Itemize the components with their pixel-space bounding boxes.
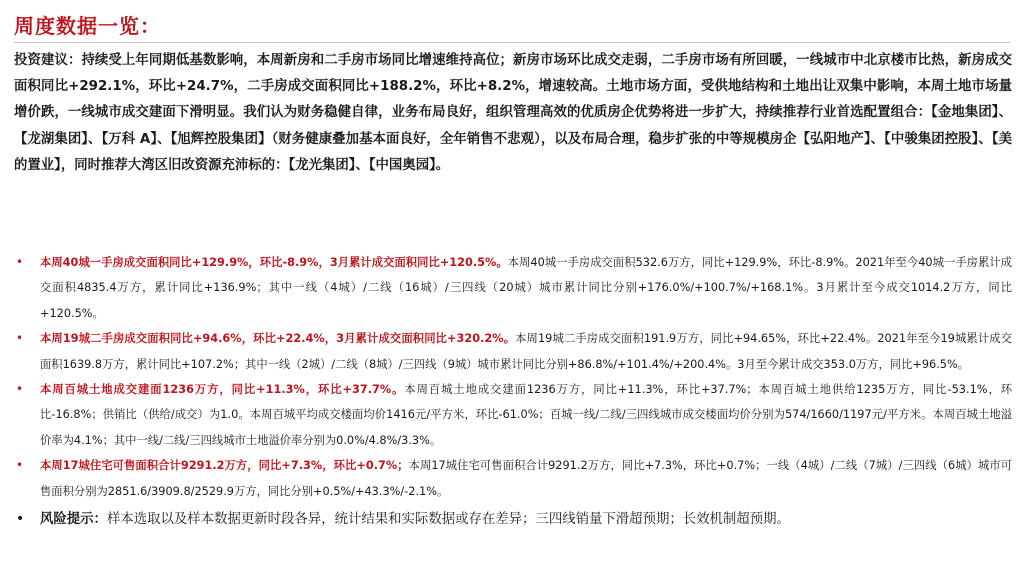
bullet-detail: 本周17城住宅可售面积合计9291.2万方，同比+7.3%，环比+0.7%；一线（4城）/二线（7城）/三四线（6城）城市可售面积分别为2851.6/3909.8/2529.9万方，同比分别+0.5%/+43.3%/-2.1%。	[40, 459, 1012, 498]
bullet-second-hand-sales	[14, 326, 1012, 377]
risk-warning	[14, 507, 1012, 532]
bullet-detail: 本周百城土地成交建面1236万方，同比+11.3%，环比+37.7%；本周百城土地供给1235万方，同比-53.1%，环比-16.8%；供销比（供给/成交）为1.0。本周百城平均成交楼面均价1416元/平方米，环比-61.0%；百城一线/二线/三四线城市成交楼面均价分别为574/1660/1197元/平方米。本周百城土地溢价率为4.1%；其中一线/二线/三四线城市土地溢价率分别为0.0%/4.8%/3.3%。	[40, 383, 1012, 447]
bullet-dot-icon: •	[16, 382, 24, 397]
investment-advice-paragraph: 投资建议：持续受上年同期低基数影响，本周新房和二手房市场同比增速维持高位；新房市场环比成交走弱，二手房市场有所回暖，一线城市中北京楼市比热，新房成交面积同比+292.1%，环比+24.7%，二手房成交面积同比+188.2%，环比+8.2%，增速较高。土地市场方面，受供地结构和土地出让双集中影响，本周土地市场量增价跌，一线城市成交建面下滑明显。我们认为财务稳健自律，业务布局良好，组织管理高效的优质房企优势将进一步扩大，持续推荐行业首选配置组合：【金地集团】、【龙湖集团】、【万科 A】、【旭辉控股集团】（财务健康叠加基本面良好，全年销售不悲观），以及布局合理，稳步扩张的中等规模房企【弘阳地产】、【中骏集团控股】、【美的置业】，同时推荐大湾区旧改资源充沛标的：【龙光集团】、【中国奥园】。	[14, 53, 1012, 173]
risk-label: 风险提示：	[40, 512, 107, 528]
bullet-dot-icon: •	[16, 458, 24, 473]
bullet-new-home-sales	[14, 250, 1012, 326]
bullet-dot-icon: •	[16, 255, 24, 269]
bullet-highlight: 本周百城土地成交建面1236万方，同比+11.3%，环比+37.7%。	[40, 383, 405, 397]
bullet-highlight: 本周19城二手房成交面积同比+94.6%，环比+22.4%，3月累计成交面积同比+320.2%。	[40, 332, 516, 346]
risk-text: 样本选取以及样本数据更新时段各异，统计结果和实际数据或存在差异；三四线销量下滑超预期；长效机制超预期。	[106, 512, 790, 528]
bullet-highlight: 本周17城住宅可售面积合计9291.2万方，同比+7.3%，环比+0.7%；	[40, 459, 409, 473]
bullet-detail: 本周19城二手房成交面积191.9万方，同比+94.65%，环比+22.4%。2021年至今19城累计成交面积1639.8万方，累计同比+107.2%；其中一线（2城）/二线（8城）/三四线（9城）城市累计同比分别+86.8%/+101.4%/+200.4%。3月至今累计成交353.0万方，同比+96.5%。	[40, 332, 1012, 371]
title-divider	[14, 42, 1010, 43]
bullet-inventory	[14, 453, 1012, 504]
bullet-land-market	[14, 377, 1012, 453]
bullet-highlight: 本周40城一手房成交面积同比+129.9%，环比-8.9%，3月累计成交面积同比+120.5%。	[40, 256, 508, 269]
weekly-data-bullet-list	[14, 250, 1012, 545]
page-title: 周度数据一览：	[14, 14, 161, 38]
bullet-dot-icon: •	[16, 511, 25, 528]
bullet-dot-icon: •	[16, 331, 24, 346]
bullet-detail: 本周40城一手房成交面积532.6万方，同比+129.9%，环比-8.9%。2021年至今40城一手房累计成交面积4835.4万方，累计同比+136.9%；其中一线（4城）/二线（16城）/三四线（20城）城市累计同比分别+176.0%/+100.7%/+168.1%。3月累计至今成交1014.2万方，同比+120.5%。	[40, 256, 1012, 320]
